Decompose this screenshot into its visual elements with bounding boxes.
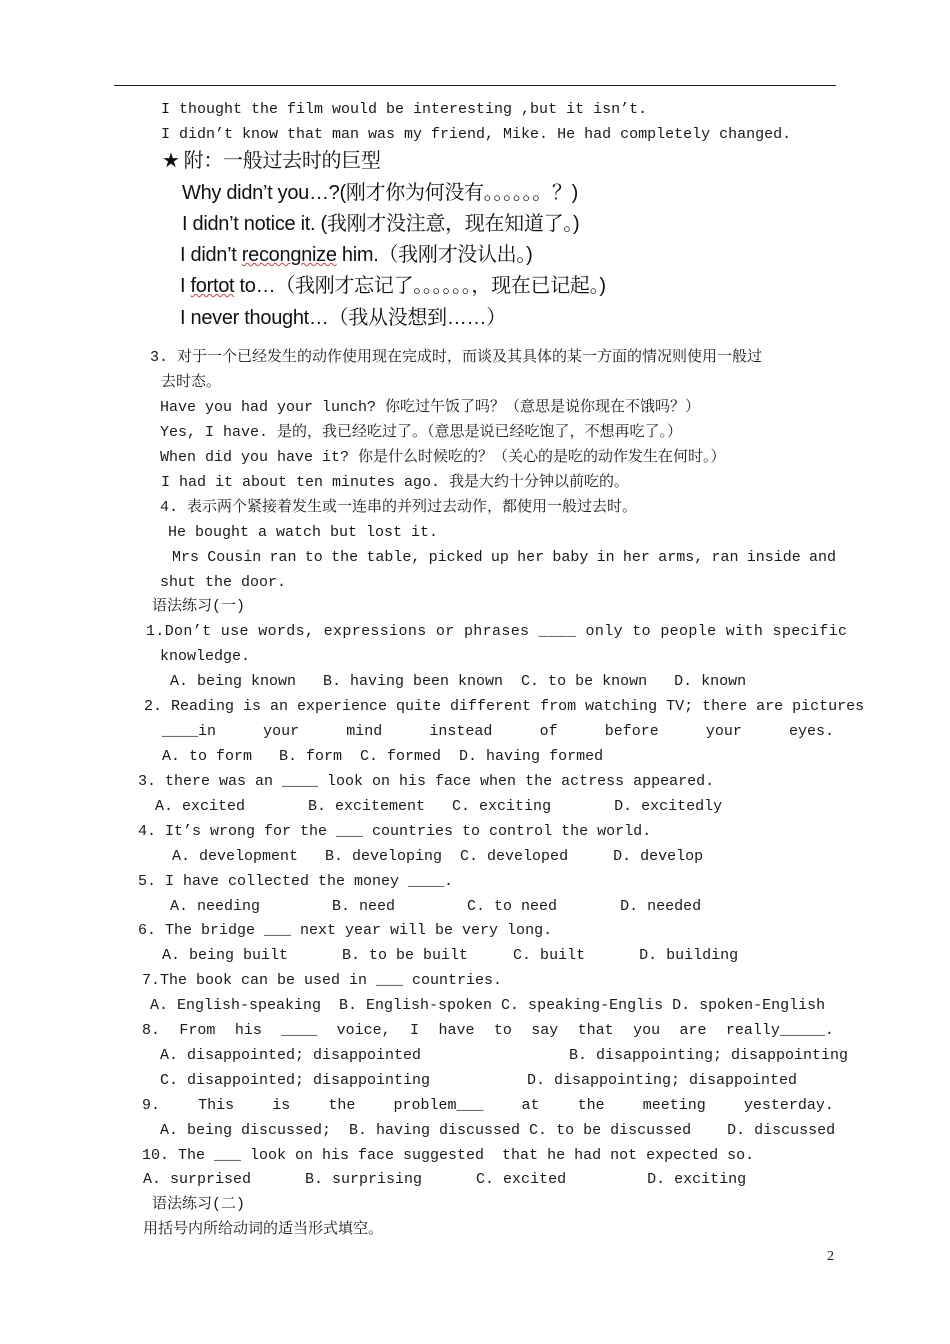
question: 10. The ___ look on his face suggested that he had not expected so. (142, 1147, 755, 1164)
question: 4. It’s wrong for the ___ countries to control the world. (138, 823, 652, 840)
star-icon: ★ (162, 150, 180, 172)
appendix-item: I didn’t recongnize him.（我刚才没认出。) (180, 244, 533, 266)
question: 5. I have collected the money ____. (138, 873, 454, 890)
question: 2. Reading is an experience quite different from watching TV; there are pictures (144, 698, 865, 715)
answer-options: A. being known B. having been known C. to be known D. known (170, 673, 747, 690)
answer-option: C. disappointed; disappointing (160, 1072, 431, 1089)
answer-option: D. disappointing; disappointed (527, 1072, 798, 1089)
question: 1.Don’t use words, expressions or phrases ____ only to people with specific (146, 623, 848, 640)
appendix-item: I never thought…（我从没想到……） (180, 307, 506, 329)
example-line: I had it about ten minutes ago. 我是大约十分钟以前吃的。 (161, 474, 630, 491)
question: knowledge. (160, 648, 251, 665)
example-line: Have you had your lunch? 你吃过午饭了吗？（意思是说你现在不饿吗？） (160, 399, 701, 416)
question: 9. This is the problem___ at the meeting yesterday. (142, 1097, 834, 1114)
example-line: I didn’t know that man was my friend, Mike. He had completely changed. (161, 126, 792, 143)
appendix-item: I didn’t notice it. (我刚才没注意，现在知道了。) (182, 213, 580, 235)
answer-options: A. being discussed; B. having discussed C. to be discussed D. discussed (160, 1122, 836, 1139)
example-line: I thought the film would be interesting ,but it isn’t. (161, 101, 648, 118)
appendix-title: ★ 附：一般过去时的巨型 (162, 150, 381, 172)
question: ____in your mind instead of before your eyes. (162, 723, 834, 740)
answer-option: B. disappointing; disappointing (569, 1047, 849, 1064)
section-title: 语法练习(一) (152, 598, 246, 615)
example-line: shut the door. (160, 574, 287, 591)
rule-paragraph: 去时态。 (161, 374, 222, 391)
page-number: 2 (827, 1249, 834, 1264)
misspelled-word: fortot (190, 275, 235, 297)
answer-options: A. to form B. form C. formed D. having formed (162, 748, 604, 765)
rule-paragraph: 3. 对于一个已经发生的动作使用现在完成时，而谈及其具体的某一方面的情况则使用一般过 (150, 349, 763, 366)
answer-options: A. development B. developing C. developed D. develop (172, 848, 704, 865)
instruction: 用括号内所给动词的适当形式填空。 (143, 1221, 384, 1238)
header-rule (114, 85, 836, 86)
example-line: Mrs Cousin ran to the table, picked up her baby in her arms, ran inside and (172, 549, 836, 566)
rule-paragraph: 4. 表示两个紧接着发生或一连串的并列过去动作，都使用一般过去时。 (160, 499, 638, 516)
appendix-item: I fortot to…（我刚才忘记了。。。。。。，现在已记起。) (180, 275, 606, 297)
answer-options: A. being built B. to be built C. built D. building (162, 947, 739, 964)
answer-options: A. English-speaking B. English-spoken C. speaking-Englis D. spoken-English (150, 997, 826, 1014)
misspelled-word: recongnize (241, 244, 337, 266)
question: 7.The book can be used in ___ countries. (142, 972, 503, 989)
answer-option: A. disappointed; disappointed (160, 1047, 422, 1064)
answer-options: A. needing B. need C. to need D. needed (170, 898, 702, 915)
example-line: When did you have it? 你是什么时候吃的？（关心的是吃的动作发生在何时。） (160, 449, 726, 466)
question: 6. The bridge ___ next year will be very long. (138, 922, 553, 939)
answer-options: A. excited B. excitement C. exciting D. excitedly (155, 798, 723, 815)
answer-options: A. surprised B. surprising C. excited D. exciting (143, 1171, 747, 1188)
question: 3. there was an ____ look on his face when the actress appeared. (138, 773, 715, 790)
question: 8. From his ____ voice, I have to say that you are really_____. (142, 1022, 834, 1039)
example-line: He bought a watch but lost it. (168, 524, 439, 541)
section-title: 语法练习(二) (152, 1196, 246, 1213)
example-line: Yes, I have. 是的，我已经吃过了。（意思是说已经吃饱了，不想再吃了。） (160, 424, 683, 441)
appendix-item: Why didn’t you…?(刚才你为何没有。。。。。。？) (182, 182, 579, 204)
